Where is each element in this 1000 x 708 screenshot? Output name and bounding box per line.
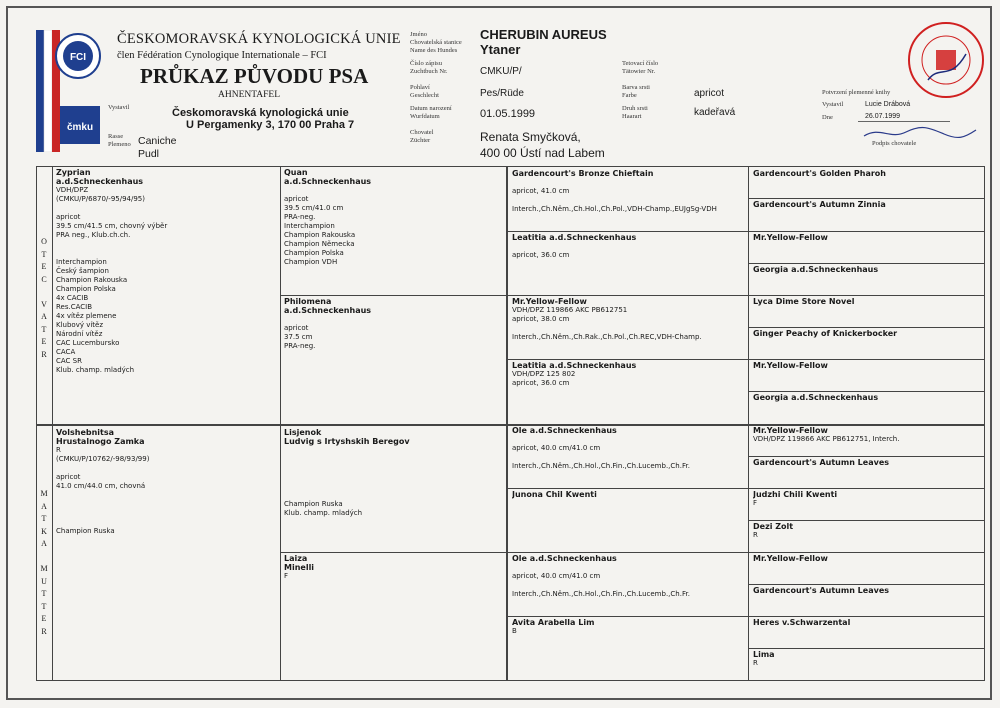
gen3-line: apricot, 40.0 cm/41.0 cm — [512, 572, 601, 580]
gen1-dam-lines — [56, 446, 278, 536]
gen2-line: Champion Rakouska — [284, 231, 356, 239]
side-label-divider — [52, 166, 53, 681]
pedigree-top-line — [36, 166, 984, 167]
gen1-sire-line: CAC SR — [56, 357, 82, 365]
mother-letter: T — [41, 514, 47, 523]
gen4-cell — [753, 426, 981, 455]
gen3-cell — [512, 233, 746, 293]
gen4-cell — [753, 458, 981, 487]
gen1-sire-line: apricot — [56, 213, 81, 221]
gen1-sire-line: 4x CACIB — [56, 294, 89, 302]
gen4-line: F — [753, 499, 758, 507]
gen4-line: R — [753, 531, 758, 539]
gen4-cell — [753, 490, 981, 519]
gen4-split-9 — [748, 488, 984, 489]
gen2-name2: Ludvig s Irtyshskih Beregov — [284, 437, 410, 446]
gen1-sire-line: Klub. champ. mladých — [56, 366, 135, 374]
logo-fci-text: FCI — [69, 52, 87, 63]
gen2-line: 37.5 cm — [284, 333, 313, 341]
gen1-dam-line — [56, 518, 278, 527]
gen2-line: Champion Ruska — [284, 500, 343, 508]
gen3-line: apricot, 41.0 cm — [512, 187, 570, 195]
gen4-split-5 — [748, 327, 984, 328]
gen3-split-6 — [507, 616, 748, 617]
gen1-sire-line: Český šampion — [56, 267, 109, 275]
gen4-name: Georgia a.d.Schneckenhaus — [753, 393, 879, 402]
mother-letter: T — [41, 601, 47, 611]
dog-name: CHERUBIN AUREUS — [480, 27, 607, 42]
mother-letter: K — [41, 526, 47, 536]
gen4-cell — [753, 554, 981, 583]
gen4-cell — [753, 522, 981, 551]
gen2-line: Champion Německa — [284, 240, 355, 248]
gen2-name1: Philomena — [284, 297, 332, 306]
org-name: ČESKOMORAVSKÁ KYNOLOGICKÁ UNIE — [117, 31, 401, 47]
father-side-label — [40, 236, 48, 361]
gen4-name: Lyca Dime Store Novel — [753, 297, 855, 306]
gen3-name: Gardencourt's Bronze Chieftain — [512, 169, 654, 178]
gen3-line — [512, 581, 746, 590]
coat-label-2: Haarart — [622, 113, 642, 120]
gen3-name: Leatitia a.d.Schneckenhaus — [512, 361, 637, 370]
gen3-line: apricot, 36.0 cm — [512, 251, 570, 259]
gen4-cell — [753, 329, 981, 358]
gen3-cell — [512, 490, 746, 550]
dob-label-2: Wurfdatum — [410, 113, 440, 120]
pedigree-left-line — [36, 166, 37, 681]
gen2-divider — [506, 166, 508, 681]
mother-letter: E — [41, 614, 47, 623]
tattoo-label-2: Tätowier Nr. — [622, 68, 656, 75]
gen3-cell — [512, 554, 746, 614]
breed-book-stamp — [908, 22, 984, 98]
gen1-sire-line: 39.5 cm/41.5 cm, chovný výběr — [56, 222, 168, 230]
gen1-dam-line — [56, 491, 278, 500]
issuer-name: Českomoravská kynologická unie — [172, 107, 349, 119]
gen3-name: Leatitia a.d.Schneckenhaus — [512, 233, 637, 242]
breeder-label-2: Züchter — [410, 137, 431, 144]
father-letter: E — [41, 337, 47, 346]
gen4-name: Mr.Yellow-Fellow — [753, 233, 828, 242]
gen4-cell — [753, 361, 981, 390]
logo-cmku-text: čmku — [66, 122, 94, 133]
signature — [860, 124, 980, 142]
reg-number: CMKU/P/ — [480, 66, 522, 77]
color-label-1: Barva srsti — [622, 84, 650, 91]
gen4-split-6 — [748, 359, 984, 360]
gen4-name: Heres v.Schwarzental — [753, 618, 851, 627]
gen1-sire-line — [56, 240, 278, 249]
gen3-line — [512, 563, 746, 572]
gen4-cell — [753, 586, 981, 615]
gen1-dam-line: apricot — [56, 473, 81, 481]
father-letter: V — [41, 299, 47, 309]
gen2-cell — [284, 554, 504, 678]
gen2-name1: Laiza — [284, 554, 308, 563]
gen4-name: Lima — [753, 650, 775, 659]
gen2-line — [284, 464, 504, 473]
gen1-sire-line: (CMKU/P/6870/-95/94/95) — [56, 195, 145, 203]
gen3-split-3 — [507, 359, 748, 360]
breed-fr: Caniche — [138, 135, 177, 147]
gen3-name: Ole a.d.Schneckenhaus — [512, 426, 617, 435]
father-letter: R — [41, 349, 47, 359]
gen4-split-4 — [748, 295, 984, 296]
mother-side-label — [40, 488, 48, 638]
gen2-cell — [284, 297, 504, 422]
breeder-label-1: Chovatel — [410, 129, 434, 136]
gen2-line — [284, 482, 504, 491]
father-letter: E — [41, 262, 47, 271]
confirm-issued-value: Lucie Drábová — [865, 101, 911, 108]
gen3-line: VDH/DPZ 125 802 — [512, 370, 576, 378]
member-line: člen Fédération Cynologique Internationale – FCI — [117, 50, 327, 61]
gen2-line — [284, 186, 504, 195]
confirm-date-value: 26.07.1999 — [865, 113, 901, 120]
father-letter — [40, 286, 48, 299]
gen2-cell — [284, 428, 504, 550]
gen2-line — [284, 473, 504, 482]
gen3-name: Mr.Yellow-Fellow — [512, 297, 587, 306]
gen3-line: apricot, 36.0 cm — [512, 379, 570, 387]
gen3-line: apricot, 38.0 cm — [512, 315, 570, 323]
gen4-name: Gardencourt's Autumn Leaves — [753, 458, 890, 467]
name-label-1: Jméno — [410, 31, 427, 38]
gen1-sire-line: 4x vítěz plemene — [56, 312, 117, 320]
gen2-line: Champion VDH — [284, 258, 338, 266]
issuer-label: Vystavil — [108, 104, 130, 111]
gen4-split-1 — [748, 198, 984, 199]
color-value: apricot — [694, 88, 725, 99]
gen3-split-1 — [507, 231, 748, 232]
gen1-sire-line: Národní vítěz — [56, 330, 103, 338]
gen2-name2: a.d.Schneckenhaus — [284, 177, 372, 186]
father-letter: T — [41, 324, 47, 334]
mother-letter: M — [40, 564, 48, 573]
gen3-cell — [512, 297, 746, 357]
cmku-fci-logo — [36, 30, 102, 152]
gen3-line: apricot, 40.0 cm/41.0 cm — [512, 444, 601, 452]
reg-label-1: Číslo zápisu — [410, 60, 442, 67]
gen3-line: B — [512, 627, 517, 635]
gen4-split-2 — [748, 231, 984, 232]
gen1-dam-name2: Hrustalnogo Zamka — [56, 437, 145, 446]
gen1-sire-line: Klubový vítěz — [56, 321, 104, 329]
gen4-name: Georgia a.d.Schneckenhaus — [753, 265, 879, 274]
gen4-cell — [753, 233, 981, 262]
gen1-sire-line — [56, 204, 278, 213]
mother-letter: M — [40, 489, 48, 498]
gen4-name: Gardencourt's Autumn Zinnia — [753, 200, 886, 209]
gen4-split-12 — [748, 584, 984, 585]
gen2-cell — [284, 168, 504, 293]
gen4-cell — [753, 200, 981, 229]
gen2-line: 39.5 cm/41.0 cm — [284, 204, 344, 212]
gen3-divider — [748, 166, 749, 681]
gen1-sire-line: Champion Rakouska — [56, 276, 128, 284]
gen2-line — [284, 446, 504, 455]
pedigree-bottom-line — [36, 680, 984, 681]
gen4-split-10 — [748, 520, 984, 521]
gen2-line: apricot — [284, 195, 309, 203]
gen3-cell — [512, 426, 746, 486]
gen1-sire-line: Res.CACIB — [56, 303, 93, 311]
confirm-date-line — [858, 121, 950, 122]
sex-label-2: Geschlecht — [410, 92, 439, 99]
confirm-date-label: Dne — [822, 114, 833, 121]
sex-value: Pes/Rüde — [480, 88, 524, 99]
gen3-line — [512, 435, 746, 444]
gen4-cell — [753, 393, 981, 422]
gen1-sire-line: VDH/DPZ — [56, 186, 89, 194]
gen1-dam-line — [56, 500, 278, 509]
gen2-line — [284, 455, 504, 464]
gen1-sire-name1: Zyprian — [56, 168, 91, 177]
coat-label-1: Druh srsti — [622, 105, 648, 112]
father-letter: O — [41, 237, 47, 246]
gen1-sire-lines — [56, 186, 278, 375]
gen2-name2: a.d.Schneckenhaus — [284, 306, 372, 315]
gen3-name: Junona Chil Kwenti — [512, 490, 597, 499]
gen2-line: Interchampion — [284, 222, 335, 230]
gen2-name2: Minelli — [284, 563, 315, 572]
gen3-name: Ole a.d.Schneckenhaus — [512, 554, 617, 563]
gen4-split-13 — [748, 616, 984, 617]
father-letter: T — [41, 249, 47, 259]
gen3-line — [512, 196, 746, 205]
mother-letter: U — [41, 576, 47, 586]
gen4-name: Gardencourt's Golden Pharoh — [753, 169, 886, 178]
gen1-sire-line: PRA neg., Klub.ch.ch. — [56, 231, 131, 239]
gen2-line: PRA-neg. — [284, 213, 316, 221]
father-letter: C — [41, 274, 47, 284]
gen4-name: Dezi Zolt — [753, 522, 794, 531]
breeder-signature-label: Podpis chovatele — [872, 140, 917, 147]
confirm-issued-label: Vystavil — [822, 101, 844, 108]
mother-letter: R — [41, 626, 47, 636]
gen4-split-7 — [748, 391, 984, 392]
gen3-line: VDH/DPZ 119866 AKC PB612751 — [512, 306, 628, 314]
father-letter: A — [41, 312, 47, 321]
gen3-line: Interch.,Ch.Něm.,Ch.Hol.,Ch.Fin.,Ch.Lucemb.,Ch.Fr. — [512, 462, 690, 470]
gen4-cell — [753, 297, 981, 326]
gen1-sire-line: Champion Polska — [56, 285, 116, 293]
gen4-name: Mr.Yellow-Fellow — [753, 426, 828, 435]
gen2-line: Klub. champ. mladých — [284, 509, 363, 517]
document-subtitle: AHNENTAFEL — [218, 90, 281, 100]
dob-value: 01.05.1999 — [480, 108, 536, 120]
document-title: PRŮKAZ PŮVODU PSA — [140, 64, 369, 88]
gen3-line — [512, 178, 746, 187]
gen1-dam-line: Champion Ruska — [56, 527, 115, 535]
pedigree-right-line — [984, 166, 985, 681]
breed-label-2: Plemeno — [108, 141, 131, 148]
gen4-name: Mr.Yellow-Fellow — [753, 361, 828, 370]
gen4-cell — [753, 169, 981, 198]
gen2-line: PRA-neg. — [284, 342, 316, 350]
gen3-line: Interch.,Ch.Něm.,Ch.Hol.,Ch.Fin.,Ch.Lucemb.,Ch.Fr. — [512, 590, 690, 598]
gen3-split-5 — [507, 552, 748, 553]
gen3-split-2 — [507, 295, 748, 296]
gen2-name1: Lisjenok — [284, 428, 322, 437]
mother-letter — [40, 551, 48, 564]
reg-label-2: Zuchtbuch Nr. — [410, 68, 448, 75]
gen1-dam-cell — [56, 428, 278, 678]
gen1-dam-line — [56, 464, 278, 473]
gen1-sire-name2: a.d.Schneckenhaus — [56, 177, 144, 186]
gen3-cell — [512, 618, 746, 678]
gen4-split-11 — [748, 552, 984, 553]
gen4-cell — [753, 265, 981, 294]
gen1-dam-name1: Volshebnitsa — [56, 428, 115, 437]
color-label-2: Farbe — [622, 92, 637, 99]
gen1-dam-line: R — [56, 446, 61, 454]
gen1-sire-line: CAC Lucembursko — [56, 339, 120, 347]
gen4-split-3 — [748, 263, 984, 264]
gen2-line: Champion Polska — [284, 249, 344, 257]
name-label-3: Name des Hundes — [410, 47, 458, 54]
breeder-address: 400 00 Ústí nad Labem — [480, 146, 605, 160]
gen1-sire-line: CACA — [56, 348, 76, 356]
name-label-2: Chovatelská stanice — [410, 39, 462, 46]
gen4-split-14 — [748, 648, 984, 649]
gen4-name: Ginger Peachy of Knickerbocker — [753, 329, 898, 338]
mother-letter: T — [41, 589, 47, 598]
gen2-line: apricot — [284, 324, 309, 332]
gen3-line: Interch.,Ch.Něm.,Ch.Rak.,Ch.Pol.,Ch.REC,VDH-Champ. — [512, 333, 702, 341]
breeder-name: Renata Smyčková, — [480, 130, 581, 144]
gen1-sire-line: Interchampion — [56, 258, 107, 266]
gen3-cell — [512, 361, 746, 421]
gen2-line: F — [284, 572, 289, 580]
gen2-split-2 — [280, 552, 506, 553]
gen4-cell — [753, 618, 981, 647]
coat-value: kadeřavá — [694, 107, 736, 118]
gen3-line — [512, 453, 746, 462]
confirm-label: Potvrzení plemenné knihy — [822, 89, 891, 96]
gen1-divider — [280, 166, 281, 681]
breed-label-1: Rasse — [108, 133, 124, 140]
tattoo-label-1: Tetovací číslo — [622, 60, 659, 67]
gen1-sire-line — [56, 249, 278, 258]
gen4-line: VDH/DPZ 119866 AKC PB612751, Interch. — [753, 435, 900, 443]
mother-letter: A — [41, 501, 47, 511]
mother-letter: A — [41, 539, 47, 548]
gen3-split-4 — [507, 488, 748, 489]
dob-label-1: Datum narození — [410, 105, 452, 112]
gen1-dam-line — [56, 509, 278, 518]
gen2-line — [284, 491, 504, 500]
gen3-line: Interch.,Ch.Něm.,Ch.Hol.,Ch.Pol.,VDH-Champ.,EUJgSg-VDH — [512, 205, 717, 213]
gen4-cell — [753, 650, 981, 679]
gen3-line — [512, 242, 746, 251]
issuer-address: U Pergamenky 3, 170 00 Praha 7 — [186, 119, 355, 131]
gen4-name: Judzhi Chili Kwenti — [753, 490, 838, 499]
sex-label-1: Pohlaví — [410, 84, 430, 91]
gen2-name1: Quan — [284, 168, 308, 177]
gen4-name: Gardencourt's Autumn Leaves — [753, 586, 890, 595]
gen1-sire-cell — [56, 168, 278, 422]
gen3-cell — [512, 169, 746, 229]
gen3-line — [512, 324, 746, 333]
gen4-split-8 — [748, 456, 984, 457]
gen4-line: R — [753, 659, 758, 667]
gen1-dam-line: 41.0 cm/44.0 cm, chovná — [56, 482, 146, 490]
gen2-line — [284, 315, 504, 324]
breed-cz: Pudl — [138, 148, 160, 160]
gen4-name: Mr.Yellow-Fellow — [753, 554, 828, 563]
gen2-split-1 — [280, 295, 506, 296]
kennel-name: Ytaner — [480, 42, 521, 57]
gen1-dam-line: (CMKU/P/10762/-98/93/99) — [56, 455, 150, 463]
gen3-name: Avita Arabella Lim — [512, 618, 595, 627]
